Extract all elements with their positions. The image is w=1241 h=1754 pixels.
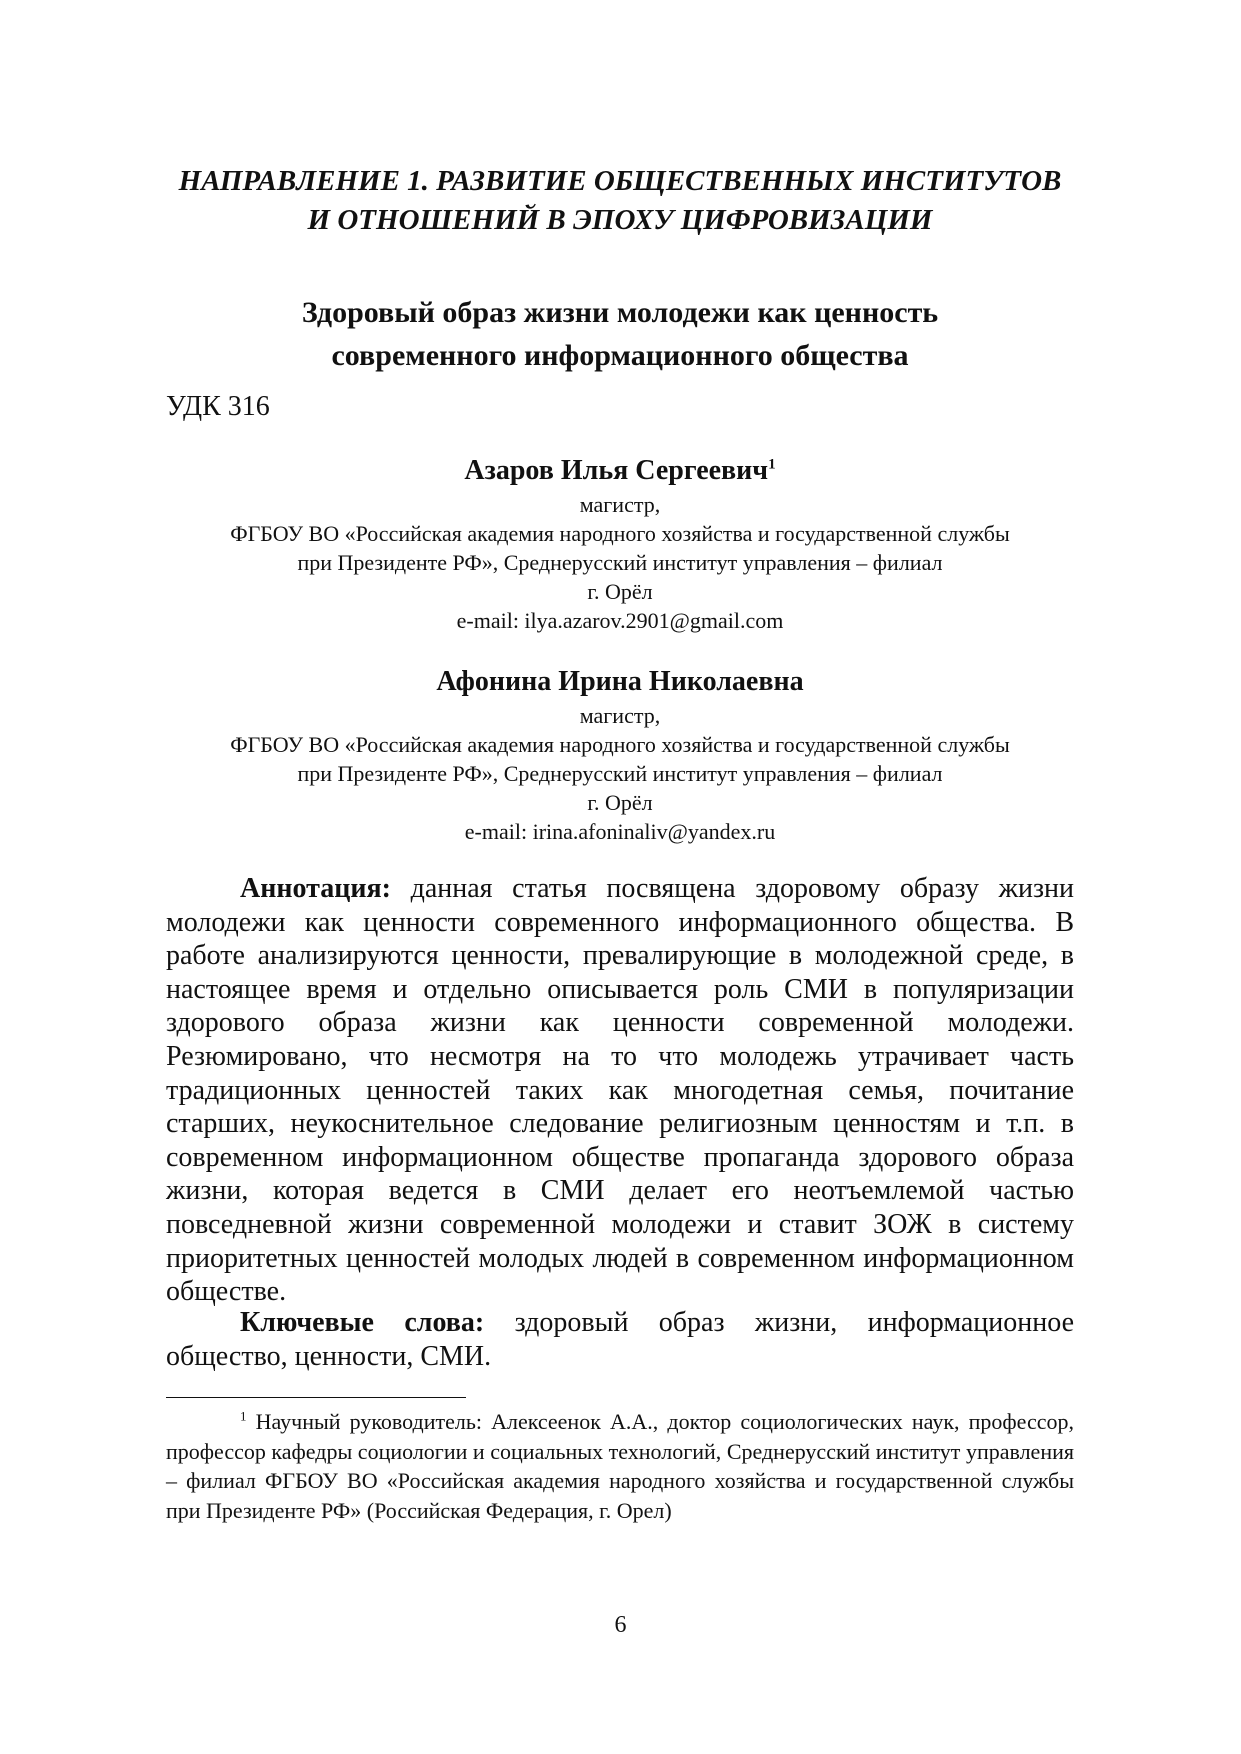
- article-title: [160, 291, 1080, 377]
- author-affiliation-line-2: при Президенте РФ», Среднерусский институт управления – филиал: [297, 761, 943, 786]
- section-heading-line-2: И ОТНОШЕНИЙ В ЭПОХУ ЦИФРОВИЗАЦИИ: [307, 204, 933, 236]
- author-affiliation-line-2: при Президенте РФ», Среднерусский институт управления – филиал: [297, 550, 943, 575]
- annotation-text: данная статья посвящена здоровому образу жизни молодежи как ценности современного информационного общества. В работе анализируются ценности, превалирующие в молодежной среде, в настоящее время и отдельно описывается роль СМИ в популяризации здорового образа жизни как ценности современной молодежи. Резюмировано, что несмотря на то что молодежь утрачивает часть традиционных ценностей таких как многодетная семья, почитание старших, неукоснительное следование религиозным ценностям и т.п. в современном информационном обществе пропаганда здорового образа жизни, которая ведется в СМИ делает его неотъемлемой частью повседневной жизни современной молодежи и ставит ЗОЖ в систему приоритетных ценностей молодых людей в современном информационном обществе.: [166, 873, 1074, 1308]
- author-city: г. Орёл: [587, 579, 653, 604]
- section-heading-line-1: НАПРАВЛЕНИЕ 1. РАЗВИТИЕ ОБЩЕСТВЕННЫХ ИНСТИТУТОВ: [178, 165, 1062, 197]
- section-heading: [160, 162, 1080, 240]
- footnote-mark: 1: [240, 1408, 247, 1424]
- author-degree: магистр,: [579, 492, 661, 517]
- keywords-text: здоровый образ жизни, информационное общество, ценности, СМИ.: [166, 1307, 1074, 1372]
- udk-code: УДК 316: [166, 391, 270, 422]
- annotation-paragraph: [166, 872, 1074, 1309]
- footnote: [166, 1407, 1074, 1525]
- author-affiliation-line-1: ФГБОУ ВО «Российская академия народного хозяйства и государственной службы: [230, 521, 1010, 546]
- author-block: [160, 663, 1080, 846]
- keywords-label: Ключевые слова:: [240, 1307, 485, 1338]
- author-name: Афонина Ирина Николаевна: [436, 666, 804, 697]
- author-affiliation-line-1: ФГБОУ ВО «Российская академия народного хозяйства и государственной службы: [230, 732, 1010, 757]
- author-name-wrap: [160, 452, 1080, 490]
- author-email[interactable]: e-mail: ilya.azarov.2901@gmail.com: [456, 608, 784, 633]
- article-title-line-1: Здоровый образ жизни молодежи как ценность: [301, 296, 939, 329]
- author-name: Азаров Илья Сергеевич: [464, 455, 769, 486]
- author-degree: магистр,: [579, 703, 661, 728]
- page-number: 6: [614, 1612, 627, 1638]
- annotation-label: Аннотация:: [240, 873, 391, 904]
- author-footnote-mark[interactable]: 1: [768, 456, 776, 473]
- article-title-line-2: современного информационного общества: [331, 339, 909, 372]
- footnote-divider: [166, 1397, 466, 1398]
- author-email[interactable]: e-mail: irina.afoninaliv@yandex.ru: [464, 819, 776, 844]
- footnote-text: Научный руководитель: Алексеенок А.А., доктор социологических наук, профессор, профессор кафедры социологии и социальных технологий, Среднерусский институт управления – филиал ФГБОУ ВО «Российская академия народного хозяйства и государственной службы при Президенте РФ» (Российская Федерация, г. Орел): [166, 1409, 1074, 1523]
- keywords-paragraph: [166, 1306, 1074, 1373]
- author-city: г. Орёл: [587, 790, 653, 815]
- author-block: [160, 452, 1080, 635]
